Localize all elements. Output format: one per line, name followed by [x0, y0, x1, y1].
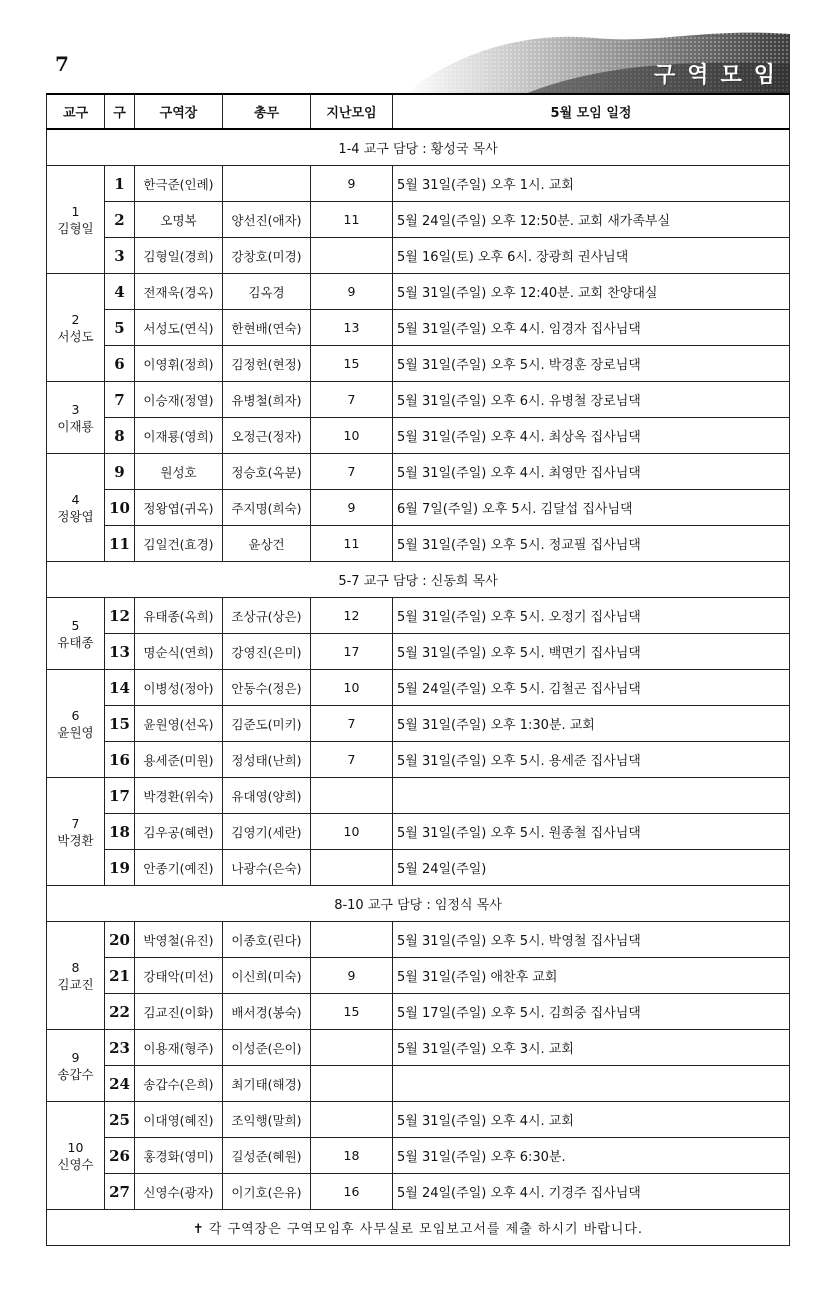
meeting-schedule: 5월 31일(주일) 오후 4시. 최영만 집사님댁: [393, 454, 790, 490]
zone-secretary: 윤상건: [223, 526, 311, 562]
zone-secretary: 나광수(은숙): [223, 850, 311, 886]
meeting-schedule: 5월 31일(주일) 오후 6:30분.: [393, 1138, 790, 1174]
zone-number: 9: [105, 454, 135, 490]
table-row: [47, 778, 790, 814]
table-row: [47, 490, 790, 526]
district-pastor-name: 정왕엽: [57, 508, 94, 524]
district-number: 3: [71, 401, 80, 417]
last-meeting-count: 16: [311, 1174, 393, 1210]
last-meeting-count: 11: [311, 202, 393, 238]
zone-number: 18: [105, 814, 135, 850]
section-title: 5-7 교구 담당 : 신동희 목사: [47, 562, 790, 598]
district-number: 9: [71, 1049, 80, 1065]
last-meeting-count: 10: [311, 418, 393, 454]
zone-secretary: 오정근(정자): [223, 418, 311, 454]
zone-number: 21: [105, 958, 135, 994]
cross-icon: ✝: [192, 1222, 205, 1237]
last-meeting-count: 15: [311, 346, 393, 382]
last-meeting-count: 9: [311, 274, 393, 310]
district-pastor-name: 윤원영: [57, 724, 94, 740]
meeting-schedule: [393, 778, 790, 814]
meeting-schedule: 5월 31일(주일) 오후 1시. 교회: [393, 166, 790, 202]
meeting-schedule: 5월 24일(주일): [393, 850, 790, 886]
header-title: 구역모임: [653, 63, 787, 88]
last-meeting-count: 7: [311, 742, 393, 778]
last-meeting-count: 12: [311, 598, 393, 634]
zone-secretary: 배서경(봉숙): [223, 994, 311, 1030]
last-meeting-count: [311, 238, 393, 274]
zone-number: 13: [105, 634, 135, 670]
table-row: [47, 706, 790, 742]
last-meeting-count: [311, 1066, 393, 1102]
last-meeting-count: 18: [311, 1138, 393, 1174]
district-pastor-name: 서성도: [57, 328, 94, 344]
meeting-schedule: 5월 31일(주일) 애찬후 교회: [393, 958, 790, 994]
district-number: 6: [71, 707, 80, 723]
district-cell: [47, 598, 105, 670]
table-row: [47, 346, 790, 382]
zone-leader: 박경환(위숙): [135, 778, 223, 814]
zone-secretary: [223, 166, 311, 202]
table-row: [47, 634, 790, 670]
district-number: 7: [71, 815, 80, 831]
zone-leader: 이재룡(영희): [135, 418, 223, 454]
zone-number: 26: [105, 1138, 135, 1174]
meeting-schedule: 6월 7일(주일) 오후 5시. 김달섭 집사님댁: [393, 490, 790, 526]
district-cell: [47, 778, 105, 886]
zone-number: 17: [105, 778, 135, 814]
district-pastor-name: 이재룡: [57, 418, 94, 434]
zone-secretary: 최기태(해경): [223, 1066, 311, 1102]
table-row: [47, 382, 790, 418]
last-meeting-count: 15: [311, 994, 393, 1030]
district-pastor-name: 김교진: [57, 976, 94, 992]
zone-number: 12: [105, 598, 135, 634]
meeting-schedule: 5월 31일(주일) 오후 4시. 교회: [393, 1102, 790, 1138]
zone-secretary: 김영기(세란): [223, 814, 311, 850]
zone-number: 19: [105, 850, 135, 886]
zone-number: 24: [105, 1066, 135, 1102]
district-cell: [47, 1030, 105, 1102]
meeting-schedule: 5월 17일(주일) 오후 5시. 김희중 집사님댁: [393, 994, 790, 1030]
zone-secretary: 이성준(은이): [223, 1030, 311, 1066]
meeting-schedule: 5월 31일(주일) 오후 3시. 교회: [393, 1030, 790, 1066]
last-meeting-count: [311, 922, 393, 958]
zone-secretary: 안동수(정은): [223, 670, 311, 706]
last-meeting-count: 10: [311, 814, 393, 850]
district-cell: [47, 454, 105, 562]
zone-leader: 이용재(형주): [135, 1030, 223, 1066]
zone-number: 11: [105, 526, 135, 562]
last-meeting-count: 9: [311, 166, 393, 202]
table-row: [47, 742, 790, 778]
section-header-row: [47, 886, 790, 922]
last-meeting-count: [311, 850, 393, 886]
footer-note: 각 구역장은 구역모임후 사무실로 모임보고서를 제출 하시기 바랍니다.: [208, 1222, 644, 1237]
zone-leader: 오명복: [135, 202, 223, 238]
zone-leader: 김우공(혜련): [135, 814, 223, 850]
zone-number: 5: [105, 310, 135, 346]
zone-secretary: 정승호(옥분): [223, 454, 311, 490]
zone-secretary: 김정헌(현정): [223, 346, 311, 382]
meeting-schedule: 5월 31일(주일) 오후 4시. 임경자 집사님댁: [393, 310, 790, 346]
zone-secretary: 주지명(희숙): [223, 490, 311, 526]
meeting-schedule: 5월 31일(주일) 오후 1:30분. 교회: [393, 706, 790, 742]
meeting-schedule: 5월 31일(주일) 오후 5시. 원종철 집사님댁: [393, 814, 790, 850]
zone-leader: 용세준(미원): [135, 742, 223, 778]
table-row: [47, 310, 790, 346]
meeting-schedule: 5월 31일(주일) 오후 4시. 최상옥 집사님댁: [393, 418, 790, 454]
zone-number: 2: [105, 202, 135, 238]
zone-secretary: 길성준(혜원): [223, 1138, 311, 1174]
table-row: [47, 994, 790, 1030]
zone-leader: 송갑수(은희): [135, 1066, 223, 1102]
section-header-row: [47, 562, 790, 598]
last-meeting-count: 13: [311, 310, 393, 346]
district-pastor-name: 유태종: [57, 634, 94, 650]
table-row: [47, 1066, 790, 1102]
district-cell: [47, 670, 105, 778]
district-cell: [47, 382, 105, 454]
district-number: 8: [71, 959, 80, 975]
table-row: [47, 454, 790, 490]
last-meeting-count: [311, 778, 393, 814]
zone-number: 22: [105, 994, 135, 1030]
last-meeting-count: 7: [311, 706, 393, 742]
table-row: [47, 1174, 790, 1210]
zone-secretary: 조익행(말희): [223, 1102, 311, 1138]
zone-leader: 명순식(연희): [135, 634, 223, 670]
header-zone: 구: [105, 94, 135, 129]
last-meeting-count: 17: [311, 634, 393, 670]
table-row: [47, 922, 790, 958]
table-row: [47, 1030, 790, 1066]
district-cell: [47, 166, 105, 274]
header-zone-leader: 구역장: [135, 94, 223, 129]
zone-leader: 강태악(미선): [135, 958, 223, 994]
table-row: [47, 526, 790, 562]
zone-leader: 김일건(효경): [135, 526, 223, 562]
zone-secretary: 이신희(미숙): [223, 958, 311, 994]
zone-leader: 홍경화(영미): [135, 1138, 223, 1174]
zone-leader: 원성호: [135, 454, 223, 490]
district-pastor-name: 송갑수: [57, 1066, 94, 1082]
footer-note-cell: [47, 1210, 790, 1246]
zone-number: 7: [105, 382, 135, 418]
header-district: 교구: [47, 94, 105, 129]
zone-leader: 정왕엽(귀옥): [135, 490, 223, 526]
zone-secretary: 강영진(은미): [223, 634, 311, 670]
zone-leader: 서성도(연식): [135, 310, 223, 346]
zone-secretary: 강창호(미경): [223, 238, 311, 274]
district-number: 4: [71, 491, 80, 507]
zone-secretary: 양선진(애자): [223, 202, 311, 238]
zone-secretary: 한현배(연숙): [223, 310, 311, 346]
zone-secretary: 김옥경: [223, 274, 311, 310]
table-row: [47, 1138, 790, 1174]
zone-number: 6: [105, 346, 135, 382]
meeting-schedule: 5월 31일(주일) 오후 5시. 용세준 집사님댁: [393, 742, 790, 778]
header-may-schedule: 5월 모임 일정: [393, 94, 790, 129]
table-row: [47, 814, 790, 850]
last-meeting-count: 7: [311, 454, 393, 490]
table-row: [47, 238, 790, 274]
table-row: [47, 958, 790, 994]
section-title: 1-4 교구 담당 : 황성국 목사: [47, 129, 790, 166]
zone-leader: 안종기(예진): [135, 850, 223, 886]
district-pastor-name: 김형일: [57, 220, 94, 236]
last-meeting-count: [311, 1030, 393, 1066]
zone-number: 10: [105, 490, 135, 526]
district-pastor-name: 신영수: [57, 1156, 94, 1172]
zone-secretary: 정성태(난희): [223, 742, 311, 778]
meeting-schedule: 5월 16일(토) 오후 6시. 장광희 권사님댁: [393, 238, 790, 274]
meeting-schedule-table: [46, 93, 790, 1246]
table-body: [47, 129, 790, 1210]
footer-row: [47, 1210, 790, 1246]
header-last-meeting: 지난모임: [311, 94, 393, 129]
zone-number: 14: [105, 670, 135, 706]
section-header-row: [47, 129, 790, 166]
table-row: [47, 1102, 790, 1138]
header-secretary: 총무: [223, 94, 311, 129]
meeting-schedule: 5월 31일(주일) 오후 5시. 박경훈 장로님댁: [393, 346, 790, 382]
meeting-schedule: 5월 24일(주일) 오후 5시. 김철곤 집사님댁: [393, 670, 790, 706]
zone-leader: 신영수(광자): [135, 1174, 223, 1210]
table-row: [47, 850, 790, 886]
section-title: 8-10 교구 담당 : 임정식 목사: [47, 886, 790, 922]
table-row: [47, 670, 790, 706]
zone-number: 4: [105, 274, 135, 310]
meeting-schedule: 5월 31일(주일) 오후 5시. 박영철 집사님댁: [393, 922, 790, 958]
zone-number: 20: [105, 922, 135, 958]
zone-leader: 박영철(유진): [135, 922, 223, 958]
last-meeting-count: 11: [311, 526, 393, 562]
zone-number: 23: [105, 1030, 135, 1066]
district-pastor-name: 박경환: [57, 832, 94, 848]
meeting-schedule: 5월 31일(주일) 오후 6시. 유병철 장로님댁: [393, 382, 790, 418]
zone-leader: 김형일(경희): [135, 238, 223, 274]
zone-secretary: 이기호(은유): [223, 1174, 311, 1210]
zone-secretary: 유대영(양희): [223, 778, 311, 814]
last-meeting-count: 9: [311, 490, 393, 526]
zone-number: 3: [105, 238, 135, 274]
district-number: 2: [71, 311, 80, 327]
last-meeting-count: 10: [311, 670, 393, 706]
zone-number: 1: [105, 166, 135, 202]
zone-leader: 유태종(옥희): [135, 598, 223, 634]
table-header-row: [47, 94, 790, 129]
meeting-schedule: 5월 24일(주일) 오후 12:50분. 교회 새가족부실: [393, 202, 790, 238]
last-meeting-count: 9: [311, 958, 393, 994]
zone-leader: 전재욱(경옥): [135, 274, 223, 310]
meeting-schedule: 5월 31일(주일) 오후 5시. 오정기 집사님댁: [393, 598, 790, 634]
zone-leader: 김교진(이화): [135, 994, 223, 1030]
meeting-schedule: 5월 31일(주일) 오후 12:40분. 교회 찬양대실: [393, 274, 790, 310]
meeting-schedule: [393, 1066, 790, 1102]
zone-secretary: 이종호(린다): [223, 922, 311, 958]
zone-secretary: 유병철(희자): [223, 382, 311, 418]
page-number: 7: [55, 52, 69, 76]
district-number: 1: [71, 203, 80, 219]
district-number: 10: [67, 1139, 84, 1155]
zone-leader: 이승재(정열): [135, 382, 223, 418]
last-meeting-count: [311, 1102, 393, 1138]
meeting-schedule: 5월 31일(주일) 오후 5시. 정교필 집사님댁: [393, 526, 790, 562]
district-number: 5: [71, 617, 80, 633]
district-cell: [47, 922, 105, 1030]
table-row: [47, 274, 790, 310]
meeting-schedule: 5월 24일(주일) 오후 4시. 기경주 집사님댁: [393, 1174, 790, 1210]
zone-leader: 이영휘(정희): [135, 346, 223, 382]
zone-number: 25: [105, 1102, 135, 1138]
district-cell: [47, 1102, 105, 1210]
zone-leader: 이병성(정아): [135, 670, 223, 706]
zone-number: 8: [105, 418, 135, 454]
zone-number: 15: [105, 706, 135, 742]
zone-secretary: 조상규(상은): [223, 598, 311, 634]
meeting-schedule: 5월 31일(주일) 오후 5시. 백면기 집사님댁: [393, 634, 790, 670]
zone-leader: 한극준(인례): [135, 166, 223, 202]
zone-number: 16: [105, 742, 135, 778]
last-meeting-count: 7: [311, 382, 393, 418]
district-cell: [47, 274, 105, 382]
table-row: [47, 202, 790, 238]
zone-number: 27: [105, 1174, 135, 1210]
table-row: [47, 166, 790, 202]
zone-secretary: 김준도(미키): [223, 706, 311, 742]
zone-leader: 윤원영(선옥): [135, 706, 223, 742]
table-row: [47, 598, 790, 634]
table-row: [47, 418, 790, 454]
zone-leader: 이대영(혜진): [135, 1102, 223, 1138]
